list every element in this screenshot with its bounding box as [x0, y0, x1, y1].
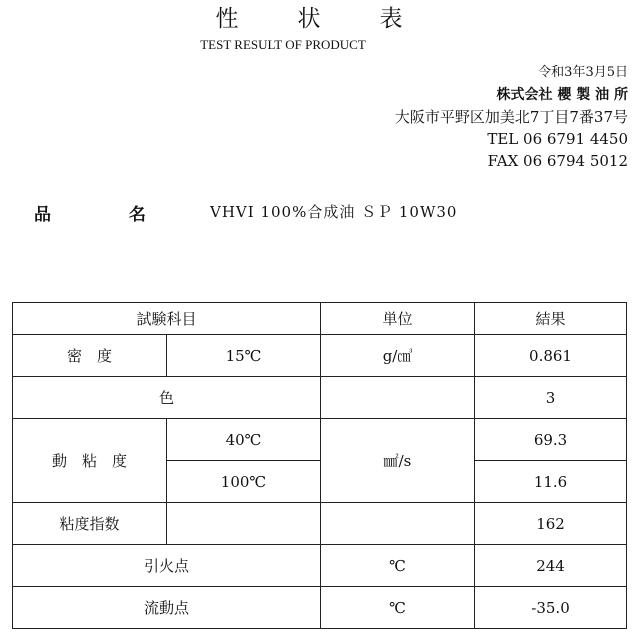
header-unit: 単位 [321, 303, 475, 335]
viscosity-index-item: 粘度指数 [13, 503, 167, 545]
pour-point-item: 流動点 [13, 587, 321, 629]
header-item: 試験科目 [13, 303, 321, 335]
table-row-viscosity-40 [13, 419, 627, 461]
company-name: 株式会社 櫻 製 油 所 [496, 87, 628, 103]
viscosity-index-unit [321, 503, 475, 545]
table-row-color [13, 377, 627, 419]
issue-date: 令和3年3月5日 [538, 65, 628, 80]
viscosity-condition-40: 40℃ [167, 419, 321, 461]
pour-point-result: -35.0 [475, 587, 627, 629]
viscosity-result-40: 69.3 [475, 419, 627, 461]
density-unit: g/㎤ [321, 335, 475, 377]
viscosity-unit: ㎟/s [321, 419, 475, 503]
flash-point-result: 244 [475, 545, 627, 587]
header-result: 結果 [475, 303, 627, 335]
pour-point-unit: ℃ [321, 587, 475, 629]
issuer-block [395, 62, 628, 172]
product-name: VHVI 100%合成油 ＳＰ 10W30 [210, 203, 458, 221]
flash-point-item: 引火点 [13, 545, 321, 587]
results-table [12, 302, 627, 629]
table-row-flash-point [13, 545, 627, 587]
product-label: 品 名 [34, 205, 182, 225]
company-address: 大阪市平野区加美北7丁目7番37号 [394, 108, 628, 126]
table-row-viscosity-index [13, 503, 627, 545]
density-condition: 15℃ [167, 335, 321, 377]
viscosity-index-condition [167, 503, 321, 545]
density-item: 密 度 [13, 335, 167, 377]
table-row-pour-point [13, 587, 627, 629]
viscosity-result-100: 11.6 [475, 461, 627, 503]
company-fax: FAX 06 6794 5012 [487, 152, 628, 170]
document-title: 性 状 表 [215, 6, 421, 32]
color-result: 3 [475, 377, 627, 419]
table-header-row [13, 303, 627, 335]
flash-point-unit: ℃ [321, 545, 475, 587]
density-result: 0.861 [475, 335, 627, 377]
viscosity-index-result: 162 [475, 503, 627, 545]
table-row-density [13, 335, 627, 377]
document-subtitle: TEST RESULT OF PRODUCT [200, 37, 366, 52]
color-item: 色 [13, 377, 321, 419]
company-tel: TEL 06 6791 4450 [487, 130, 628, 148]
color-unit [321, 377, 475, 419]
viscosity-condition-100: 100℃ [167, 461, 321, 503]
viscosity-item: 動 粘 度 [13, 419, 167, 503]
